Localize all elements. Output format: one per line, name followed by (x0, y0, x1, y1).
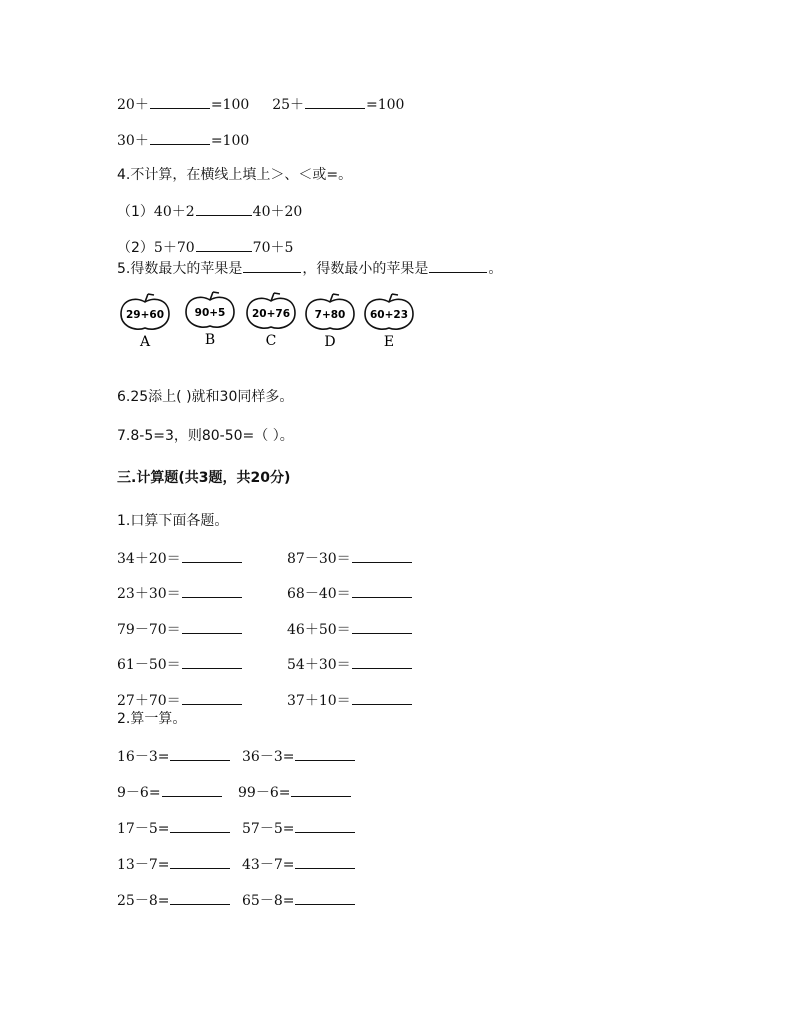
calc2-left (117, 854, 242, 874)
answer-blank[interactable] (182, 619, 242, 634)
calc1-right-expr: 37＋10＝ (287, 693, 351, 709)
answer-blank[interactable] (182, 654, 242, 669)
answer-blank[interactable] (162, 782, 222, 797)
calc2-right-expr: 43－7= (242, 857, 295, 873)
calc2-right-expr: 36－3= (242, 749, 295, 765)
apple-expression: 29+60 (125, 309, 165, 321)
calc2-row (117, 746, 356, 766)
answer-blank[interactable] (182, 583, 242, 598)
apple-label: B (204, 332, 216, 348)
q4-item2-right: 70＋5 (252, 240, 294, 256)
section-3-title: 三.计算题(共3题，共20分) (117, 470, 291, 486)
answer-blank[interactable] (182, 690, 242, 705)
answer-blank[interactable] (295, 818, 355, 833)
calc1-left (117, 690, 287, 710)
apple-label: A (139, 334, 151, 350)
calc1-left-expr: 27＋70＝ (117, 693, 181, 709)
calc2-row (117, 854, 356, 874)
calc1-title: 1.口算下面各题。 (117, 513, 229, 529)
q3-line1-b-right: =100 (366, 97, 405, 113)
calc1-right-expr: 54＋30＝ (287, 657, 351, 673)
calc2-title: 2.算一算。 (117, 711, 187, 727)
calc1-right-expr: 46＋50＝ (287, 622, 351, 638)
q5-title-part-c: 。 (488, 261, 503, 277)
calc1-right-expr: 87－30＝ (287, 551, 351, 567)
calc1-left (117, 548, 287, 568)
calc2-right-expr: 57－5= (242, 821, 295, 837)
calc1-left (117, 583, 287, 603)
calc1-left-expr: 61－50＝ (117, 657, 181, 673)
answer-blank[interactable] (352, 690, 412, 705)
answer-blank[interactable] (170, 854, 230, 869)
apple-expression: 60+23 (369, 309, 409, 321)
q3-line2-left: 30＋ (117, 133, 149, 149)
q3-line1-a-right: =100 (210, 97, 250, 113)
calc1-left (117, 619, 287, 639)
answer-blank[interactable] (295, 746, 355, 761)
answer-blank[interactable] (170, 746, 230, 761)
q4-item1-label: （1） (117, 204, 154, 220)
calc1-row (117, 654, 413, 674)
apple-b (186, 292, 234, 348)
calc2-left-expr: 16－3= (117, 749, 170, 765)
apple-label: D (324, 334, 336, 350)
calc1-row (117, 619, 413, 639)
q6-text: 6.25添上( )就和30同样多。 (117, 389, 294, 405)
q4-title: 4.不计算，在横线上填上＞、＜或=。 (117, 167, 353, 183)
apples-figure (0, 0, 794, 360)
q5-title-part-a: 5.得数最大的苹果是 (117, 261, 243, 277)
apple-d (306, 294, 354, 350)
q5-title-part-b: ，得数最小的苹果是 (302, 261, 429, 277)
calc2-left-expr: 9－6= (117, 785, 161, 801)
q3-line1-a-left: 20＋ (117, 97, 149, 113)
apple-a (121, 294, 169, 350)
calc2-row (117, 818, 356, 838)
apple-expression: 7+80 (314, 309, 346, 321)
apple-label: E (383, 334, 395, 350)
calc2-right-expr: 65－8= (242, 893, 295, 909)
q4-item2-left: 5＋70 (153, 240, 195, 256)
calc2-left (117, 818, 242, 838)
calc2-left-expr: 17－5= (117, 821, 170, 837)
q4-item2-label: （2） (117, 240, 154, 256)
calc2-left-expr: 25－8= (117, 893, 170, 909)
calc1-row (117, 583, 413, 603)
calc2-row (117, 782, 352, 802)
apple-e (365, 294, 413, 350)
calc2-left-expr: 13－7= (117, 857, 170, 873)
q3-line1-b-left: 25＋ (272, 97, 305, 113)
answer-blank[interactable] (291, 782, 351, 797)
answer-blank[interactable] (295, 890, 355, 905)
answer-blank[interactable] (170, 890, 230, 905)
calc2-left (117, 746, 242, 766)
answer-blank[interactable] (295, 854, 355, 869)
calc1-right-expr: 68－40＝ (287, 586, 351, 602)
calc1-row (117, 690, 413, 710)
apple-expression: 20+76 (251, 308, 291, 320)
apple-label: C (265, 333, 277, 349)
answer-blank[interactable] (352, 583, 412, 598)
answer-blank[interactable] (352, 548, 412, 563)
answer-blank[interactable] (352, 654, 412, 669)
q4-item1-right: 40＋20 (252, 204, 303, 220)
calc1-left-expr: 34＋20＝ (117, 551, 181, 567)
q3-line2-right: =100 (210, 133, 250, 149)
calc2-right-expr: 99－6= (238, 785, 291, 801)
apple-c (247, 293, 295, 349)
calc2-left (117, 782, 238, 802)
calc2-left (117, 890, 242, 910)
calc2-row (117, 890, 356, 910)
calc1-left-expr: 23＋30＝ (117, 586, 181, 602)
calc1-left-expr: 79－70＝ (117, 622, 181, 638)
apple-expression: 90+5 (194, 307, 226, 319)
q7-text: 7.8-5=3，则80-50=（ ）。 (117, 428, 294, 444)
calc1-row (117, 548, 413, 568)
answer-blank[interactable] (170, 818, 230, 833)
answer-blank[interactable] (182, 548, 242, 563)
calc1-left (117, 654, 287, 674)
q4-item1-left: 40＋2 (153, 204, 195, 220)
answer-blank[interactable] (352, 619, 412, 634)
